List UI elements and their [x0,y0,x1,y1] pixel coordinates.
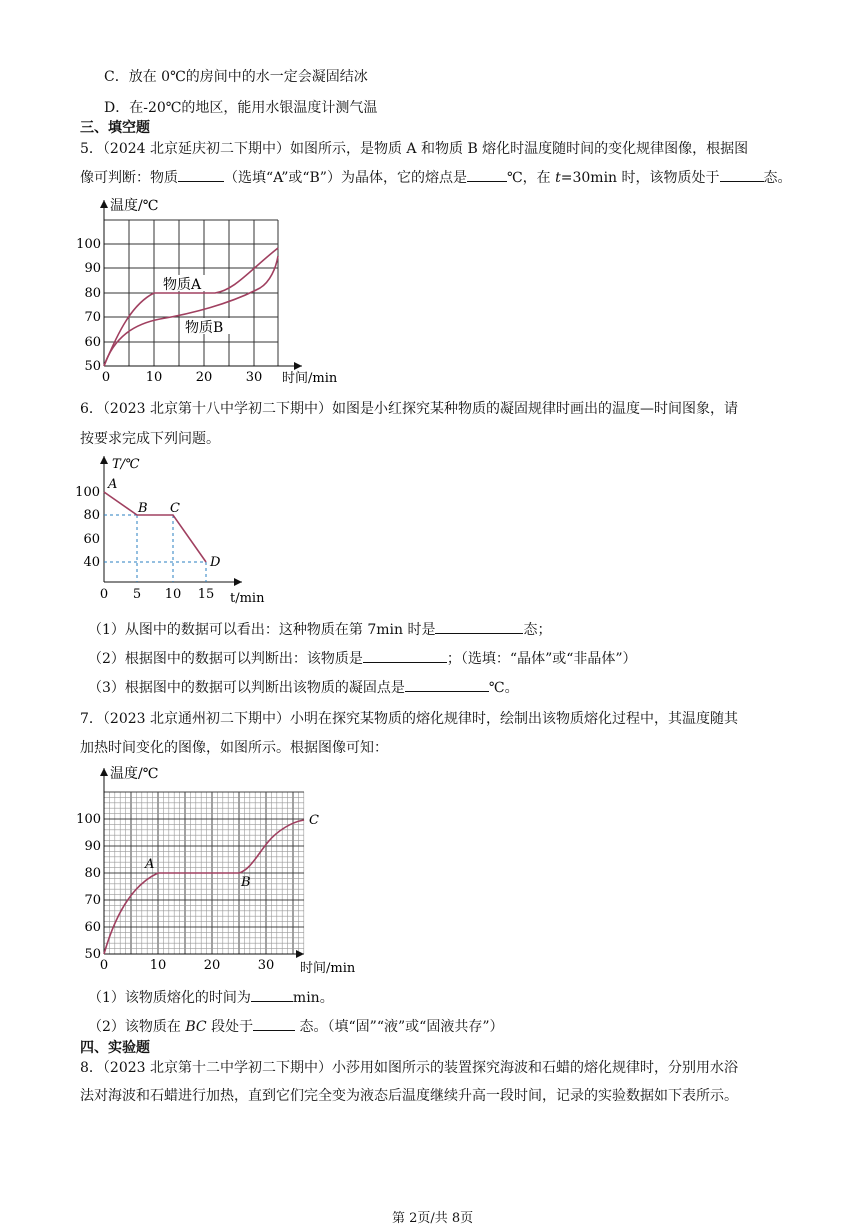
q5-var-t: t [555,170,561,186]
section-fill-heading: 三、填空题 [80,120,150,136]
q5-label-a: 物质A [163,277,202,293]
q7-ytick-70: 70 [84,893,101,908]
q6-blank-1[interactable] [435,619,523,634]
q7-chart [72,762,362,976]
q5-blank-2[interactable] [467,167,507,182]
q7-ylabel: 温度/℃ [110,766,159,782]
q7-x-arrow [296,950,304,958]
q6-ylabel: T/℃ [112,457,140,472]
q7-xlabel: 时间/min [300,961,356,976]
q6-ytick-100: 100 [75,485,100,500]
q5-ylabel: 温度/℃ [110,198,159,214]
q5-ytick-90: 90 [84,261,101,276]
q7-sub2-c: 态。（填“固”“液”或“固液共存”） [295,1019,504,1035]
q5-y-arrow [100,200,108,208]
q7-ytick-50: 50 [84,947,101,962]
q5-xtick-10: 10 [145,370,163,385]
q6-x-arrow [234,578,242,586]
q6-blank-2[interactable] [363,648,447,663]
q5-curve-b [104,256,278,366]
q6-sub1 [88,619,551,639]
q7-sub2-a: （2）该物质在 [88,1019,186,1035]
q5-x-arrow [294,362,302,370]
q7-blank-1[interactable] [251,987,293,1002]
q6-sub2 [88,648,637,668]
q5-text-c: ℃，在 [506,170,556,186]
q6-chart [72,452,272,608]
q7-sub1-a: （1）该物质熔化的时间为 [88,990,251,1006]
q6-point-d: D [210,555,221,570]
q6-point-a: A [108,477,118,492]
q6-xtick-10: 10 [164,587,182,602]
q6-line2: 按要求完成下列问题。 [80,431,220,447]
q5-text-e: 态。 [763,170,792,186]
q7-sub2-b: 段处于 [206,1019,254,1035]
q6-sub2-a: （2）根据图中的数据可以判断出：该物质是 [88,651,363,667]
q7-line2: 加热时间变化的图像，如图所示。根据图像可知： [80,740,388,756]
q5-xtick-0: 0 [101,370,111,385]
q7-sub1 [88,987,334,1007]
q7-y-arrow [100,768,108,776]
q6-point-c: C [170,501,180,516]
q5-text-a: 像可判断：物质 [80,170,178,186]
option-d: D．在-20℃的地区，能用水银温度计测气温 [104,100,378,116]
q6-sub1-a: （1）从图中的数据可以看出：这种物质在第 7min 时是 [88,622,436,638]
q7-blank-2[interactable] [253,1016,295,1031]
q6-blank-3[interactable] [405,677,489,692]
q7-xtick-10: 10 [149,958,167,973]
q8-line1: 8．（2023 北京第十二中学初二下期中）小莎用如图所示的装置探究海波和石蜡的熔化规律时，分别用水浴 [80,1060,738,1076]
q7-ytick-100: 100 [76,812,101,827]
q5-blank-3[interactable] [720,167,764,182]
q7-curve [104,820,304,954]
q7-point-a: A [145,857,155,872]
q5-blank-1[interactable] [178,167,224,182]
q6-xtick-0: 0 [99,587,109,602]
q5-line1: 5．（2024 北京延庆初二下期中）如图所示，是物质 A 和物质 B 熔化时温度随时间的变化规律图像，根据图 [80,141,749,157]
q5-ytick-80: 80 [84,286,101,301]
q6-sub3 [88,677,519,697]
q6-ytick-60: 60 [83,532,100,547]
q5-ytick-100: 100 [76,237,101,252]
q5-ytick-70: 70 [84,310,101,325]
q6-ytick-80: 80 [83,508,100,523]
q7-xtick-30: 30 [257,958,275,973]
q5-curve-a [104,248,278,366]
q7-ytick-90: 90 [84,839,101,854]
q5-xtick-30: 30 [245,370,263,385]
q5-line2 [80,167,792,187]
q6-y-arrow [100,456,108,464]
q5-chart [70,192,370,388]
q7-sub2 [88,1016,503,1036]
section-exp-heading: 四、实验题 [80,1040,150,1056]
q5-label-b: 物质B [185,320,224,336]
q6-sub1-b: 态； [523,622,552,638]
q7-line1: 7．（2023 北京通州初二下期中）小明在探究某物质的熔化规律时，绘制出该物质熔化过程中，其温度随其 [80,711,738,727]
q5-ytick-60: 60 [84,335,101,350]
q8-line2: 法对海波和石蜡进行加热，直到它们完全变为液态后温度继续升高一段时间，记录的实验数据如下表所示。 [80,1088,738,1104]
q6-line1: 6．（2023 北京第十八中学初二下期中）如图是小红探究某种物质的凝固规律时画出的温度—时间图象，请 [80,401,738,417]
q7-ytick-60: 60 [84,920,101,935]
page-footer: 第 2页/共 8页 [392,1211,474,1226]
q6-sub3-a: （3）根据图中的数据可以判断出该物质的凝固点是 [88,680,405,696]
q5-xlabel: 时间/min [282,371,338,386]
q7-xtick-0: 0 [99,958,109,973]
q6-point-b: B [138,501,148,516]
q5-text-b: （选填“A”或“B”）为晶体，它的熔点是 [224,170,467,186]
q6-xlabel: t/min [230,591,265,606]
q7-sub2-bc: BC [185,1019,207,1035]
q6-sub3-b: ℃。 [488,680,519,696]
q5-ytick-50: 50 [84,359,101,374]
q6-ytick-40: 40 [83,555,100,570]
q6-xtick-5: 5 [132,587,142,602]
q7-xtick-20: 20 [203,958,221,973]
option-c: C．放在 0℃的房间中的水一定会凝固结冰 [104,69,368,85]
q7-sub1-b: min。 [292,990,334,1006]
q5-xtick-20: 20 [195,370,213,385]
q6-xtick-15: 15 [197,587,215,602]
q5-text-d: =30min 时，该物质处于 [560,170,720,186]
q6-guides [104,515,206,582]
q7-point-b: B [241,875,251,890]
q6-sub2-b: ；（选填：“晶体”或“非晶体”） [446,651,637,667]
q6-line [104,492,206,562]
q7-point-c: C [309,813,319,828]
q7-ytick-80: 80 [84,866,101,881]
